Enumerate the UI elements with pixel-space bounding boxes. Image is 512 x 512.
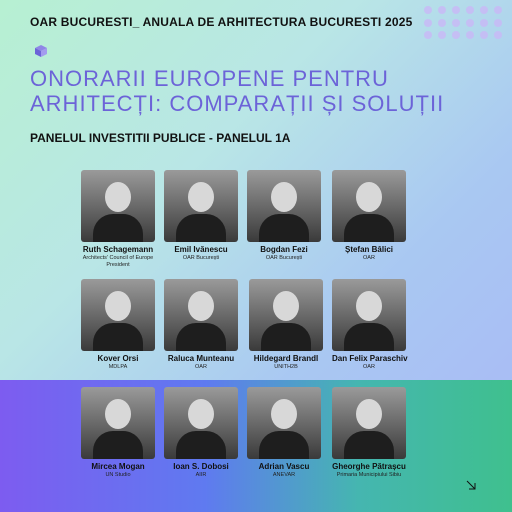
speaker-photo	[164, 170, 238, 242]
speaker-photo	[81, 279, 155, 351]
title-line-1: ONORARII EUROPENE PENTRU	[30, 66, 389, 91]
speaker-org: AIIR	[195, 472, 207, 478]
event-header: OAR BUCURESTI_ ANUALA DE ARHITECTURA BUCURESTI 2025	[30, 15, 413, 29]
speaker-org: OAR București	[182, 255, 220, 261]
speaker-card	[332, 170, 406, 276]
speaker-card	[332, 279, 406, 385]
speaker-photo	[332, 387, 406, 459]
speaker-name: Ruth Schagemann	[82, 245, 154, 254]
speaker-name: Dan Felix Paraschiv	[332, 354, 408, 363]
speaker-photo	[81, 387, 155, 459]
speaker-card	[81, 387, 155, 493]
speaker-org: OAR	[363, 255, 375, 261]
speaker-photo	[247, 170, 321, 242]
speaker-card	[81, 170, 155, 276]
speaker-card	[332, 387, 406, 493]
speaker-photo	[164, 279, 238, 351]
speaker-org: OAR București	[265, 255, 303, 261]
panel-subtitle: PANELUL INVESTITII PUBLICE - PANELUL 1A	[30, 131, 291, 145]
speaker-card	[247, 387, 321, 493]
speaker-photo	[332, 279, 406, 351]
speaker-name: Adrian Vascu	[258, 462, 310, 471]
title-line-2: ARHITECȚI: COMPARAȚII ȘI SOLUȚII	[30, 91, 445, 116]
speaker-card	[164, 170, 238, 276]
cube-icon	[34, 44, 48, 58]
speaker-org: OAR	[363, 364, 375, 370]
speaker-org: Architects' Council of Europe President	[82, 255, 154, 268]
speaker-name: Gheorghe Pătrașcu	[332, 462, 406, 471]
speaker-name: Kover Orsi	[97, 354, 139, 363]
speaker-card	[247, 170, 321, 276]
speaker-photo	[81, 170, 155, 242]
page-title	[30, 66, 490, 116]
speaker-card	[249, 279, 323, 385]
speaker-name: Ioan S. Dobosi	[173, 462, 229, 471]
speaker-card	[164, 387, 238, 493]
speaker-name: Mircea Mogan	[91, 462, 145, 471]
speaker-photo	[332, 170, 406, 242]
speaker-org: Primaria Municipiului Sibiu	[336, 472, 402, 478]
speaker-name: Ștefan Bâlici	[344, 245, 393, 254]
speaker-photo	[247, 387, 321, 459]
speaker-card	[164, 279, 238, 385]
speaker-photo	[249, 279, 323, 351]
speaker-org: OAR	[195, 364, 207, 370]
speaker-name: Emil Ivănescu	[174, 245, 228, 254]
speaker-name: Hildegard Brandl	[253, 354, 319, 363]
speaker-org: ANEVAR	[272, 472, 296, 478]
speaker-photo	[164, 387, 238, 459]
speaker-name: Raluca Munteanu	[167, 354, 235, 363]
dot-pattern-decoration	[424, 6, 508, 42]
speaker-name: Bogdan Fezi	[260, 245, 308, 254]
speaker-org: UNITH2B	[274, 364, 298, 370]
speaker-card	[81, 279, 155, 385]
speaker-org: UN Studio	[105, 472, 131, 478]
arrow-down-right-icon	[466, 480, 476, 490]
speaker-org: MDLPA	[108, 364, 128, 370]
